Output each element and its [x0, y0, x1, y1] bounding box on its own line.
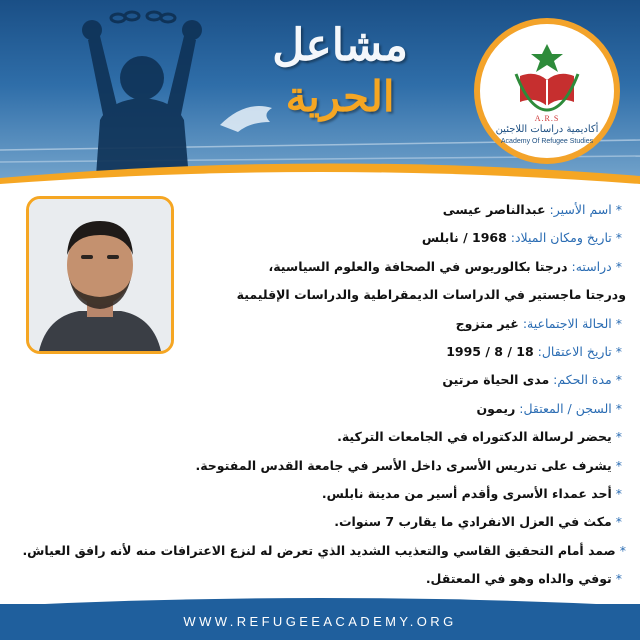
detail-birth: *تاريخ ومكان الميلاد: 1968 / نابلس — [421, 230, 622, 246]
logo-name-ar: أكاديمية دراسات اللاجئين — [495, 124, 599, 135]
title-line-2: الحرية — [285, 72, 395, 121]
page-title — [272, 20, 408, 122]
detail-marital: *الحالة الاجتماعية: غير متزوج — [455, 315, 622, 331]
footer-wave-icon — [0, 590, 640, 606]
detail-teaching: *يشرف على تدريس الأسرى داخل الأسر في جامعة القدس المفتوحة. — [195, 457, 622, 473]
website-url[interactable]: WWW.REFUGEEACADEMY.ORG — [183, 614, 457, 629]
logo-abbr: A.R.S — [534, 114, 560, 123]
open-book-logo-icon — [480, 24, 614, 116]
detail-dean: *أحد عمداء الأسرى وأقدم أسير من مدينة نابلس. — [321, 485, 622, 501]
academy-logo — [474, 18, 620, 164]
prisoner-photo — [26, 196, 174, 354]
detail-prison: *السجن / المعتقل: ريمون — [476, 400, 622, 416]
header-banner — [0, 0, 640, 190]
prisoner-details — [22, 196, 626, 593]
detail-isolation: *مكث في العزل الانفرادي ما يقارب 7 سنوات. — [334, 514, 622, 530]
title-line-1: مشاعل — [272, 20, 408, 71]
detail-sentence: *مدة الحكم: مدى الحياة مرتين — [442, 372, 622, 388]
detail-name: *اسم الأسير: عبدالناصر عيسى — [442, 202, 622, 217]
prisoner-portrait-icon — [29, 199, 171, 351]
footer-bar — [0, 604, 640, 640]
detail-education-cont: ودرجتا ماجستير في الدراسات الديمقراطية والدراسات الإقليمية — [236, 287, 626, 303]
detail-interrogation: *صمد أمام التحقيق القاسي والتعذيب الشديد الذي تعرض له لنزع الاعترافات منه لأنه رافق العياش. — [22, 542, 626, 558]
detail-phd: *يحضر لرسالة الدكتوراه في الجامعات التركية. — [337, 429, 622, 445]
logo-name-en: Academy Of Refugee Studies — [500, 138, 594, 145]
detail-parents: *توفي والداه وهو في المعتقل. — [425, 571, 622, 587]
detail-arrest-date: *تاريخ الاعتقال: 18 / 8 / 1995 — [446, 343, 622, 359]
detail-education: *دراسته: درجتا بكالوريوس في الصحافة والعلوم السياسية، — [268, 258, 622, 274]
